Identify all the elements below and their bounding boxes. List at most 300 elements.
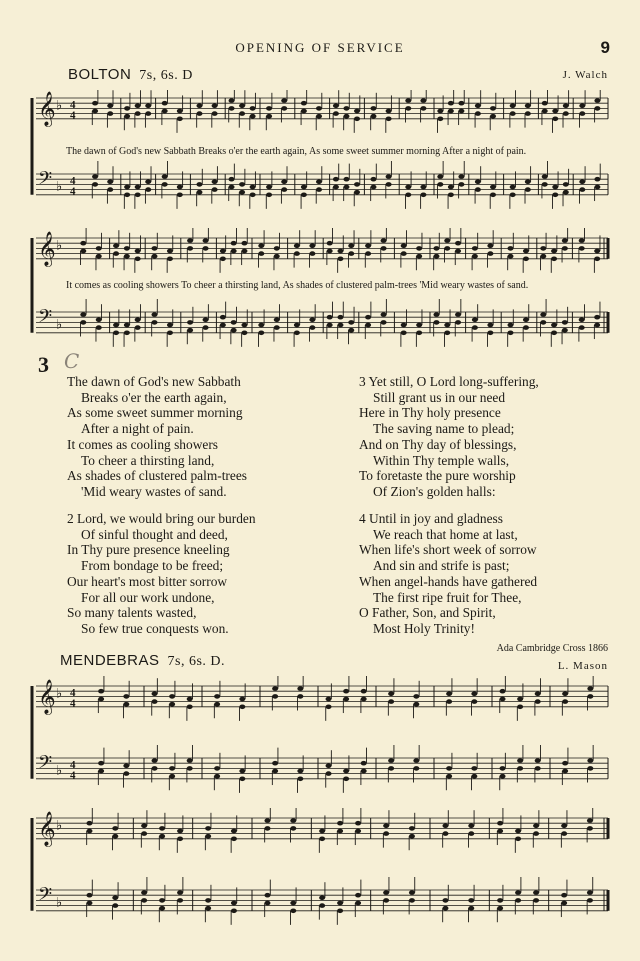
note-head bbox=[319, 903, 325, 908]
note-head bbox=[587, 826, 593, 831]
note-head bbox=[455, 320, 461, 325]
verse-3 bbox=[359, 374, 539, 500]
note-head bbox=[437, 182, 443, 187]
note-head bbox=[98, 761, 104, 766]
note-head bbox=[141, 898, 147, 903]
note-head bbox=[196, 182, 202, 187]
page-number: 9 bbox=[600, 38, 610, 57]
note-head bbox=[187, 320, 193, 325]
note-head bbox=[214, 702, 220, 707]
page-header bbox=[0, 38, 640, 62]
note-head bbox=[500, 774, 506, 779]
note-head bbox=[264, 826, 270, 831]
note-head bbox=[297, 686, 303, 691]
note-head bbox=[487, 251, 493, 256]
note-head bbox=[290, 901, 296, 906]
note-head bbox=[196, 111, 202, 116]
note-head bbox=[587, 686, 593, 691]
note-head bbox=[458, 182, 464, 187]
note-head bbox=[250, 185, 256, 190]
note-head bbox=[274, 318, 280, 323]
note-head bbox=[274, 246, 280, 251]
note-head bbox=[388, 692, 394, 697]
note-head bbox=[231, 249, 237, 254]
note-head bbox=[301, 185, 307, 190]
note-head bbox=[212, 180, 218, 185]
note-head bbox=[587, 766, 593, 771]
text-author: Ada Cambridge Cross 1866 bbox=[496, 643, 608, 654]
note-head bbox=[343, 697, 349, 702]
note-head bbox=[212, 187, 218, 192]
note-head bbox=[239, 769, 245, 774]
verse-line: When life's short week of sorrow bbox=[359, 542, 537, 558]
time-signature: 4 bbox=[70, 697, 76, 710]
note-head bbox=[167, 331, 173, 336]
note-head bbox=[381, 320, 387, 325]
note-head bbox=[444, 323, 450, 328]
note-head bbox=[535, 758, 541, 763]
note-head bbox=[579, 318, 585, 323]
note-head bbox=[220, 257, 226, 262]
note-head bbox=[326, 705, 332, 710]
note-head bbox=[587, 758, 593, 763]
note-head bbox=[169, 766, 175, 771]
note-head bbox=[187, 697, 193, 702]
note-head bbox=[515, 837, 521, 842]
note-head bbox=[167, 249, 173, 254]
verse-line: Our heart's most bitter sorrow bbox=[67, 573, 228, 589]
note-head bbox=[561, 901, 567, 906]
note-head bbox=[241, 249, 247, 254]
verse-line: And on Thy day of blessings, bbox=[359, 436, 517, 452]
note-head bbox=[370, 185, 376, 190]
note-head bbox=[294, 323, 300, 328]
note-head bbox=[401, 244, 407, 249]
note-head bbox=[355, 829, 361, 834]
verse-line: So few true conquests won. bbox=[81, 620, 229, 636]
note-head bbox=[96, 246, 102, 251]
note-head bbox=[151, 312, 157, 317]
treble-staff bbox=[36, 90, 608, 133]
note-head bbox=[294, 251, 300, 256]
note-head bbox=[388, 699, 394, 704]
note-head bbox=[365, 244, 371, 249]
note-head bbox=[145, 104, 151, 109]
note-head bbox=[552, 109, 558, 114]
note-head bbox=[413, 694, 419, 699]
note-head bbox=[319, 829, 325, 834]
note-head bbox=[343, 185, 349, 190]
note-head bbox=[229, 98, 235, 103]
note-head bbox=[264, 901, 270, 906]
note-head bbox=[497, 898, 503, 903]
note-head bbox=[458, 101, 464, 106]
pencil-mark: C bbox=[64, 349, 80, 373]
note-head bbox=[386, 117, 392, 122]
note-head bbox=[562, 246, 568, 251]
verse-line: To cheer a thirsting land, bbox=[81, 452, 215, 468]
note-head bbox=[203, 318, 209, 323]
note-head bbox=[409, 898, 415, 903]
note-head bbox=[561, 831, 567, 836]
note-head bbox=[135, 104, 141, 109]
flat-icon: ♭ bbox=[56, 317, 63, 333]
music-system-3 bbox=[0, 676, 640, 812]
note-head bbox=[258, 331, 264, 336]
note-head bbox=[490, 185, 496, 190]
note-head bbox=[113, 331, 119, 336]
note-head bbox=[152, 758, 158, 763]
note-head bbox=[517, 766, 523, 771]
note-head bbox=[151, 246, 157, 251]
bass-clef-icon: 𝄢 bbox=[38, 168, 53, 194]
verse-line: From bondage to be freed; bbox=[81, 558, 224, 574]
note-head bbox=[471, 692, 477, 697]
note-head bbox=[587, 818, 593, 823]
time-signature: 4 bbox=[70, 109, 76, 122]
note-head bbox=[272, 694, 278, 699]
tune-name: BOLTON 7s, 6s. D bbox=[68, 66, 193, 83]
note-head bbox=[177, 185, 183, 190]
note-head bbox=[542, 174, 548, 179]
note-head bbox=[266, 193, 272, 198]
verse-line: The first ripe fruit for Thee, bbox=[373, 589, 522, 605]
lyric-line-2: It comes as cooling showers To cheer a thirsting land, As shades of clustered palm-trees 'Mid weary wastes of sand. bbox=[66, 280, 529, 291]
note-head bbox=[196, 104, 202, 109]
note-head bbox=[416, 254, 422, 259]
treble-staff bbox=[36, 228, 608, 273]
note-head bbox=[348, 244, 354, 249]
verse-line: 'Mid weary wastes of sand. bbox=[81, 483, 227, 499]
note-head bbox=[444, 238, 450, 243]
note-head bbox=[365, 251, 371, 256]
note-head bbox=[381, 312, 387, 317]
note-head bbox=[563, 104, 569, 109]
note-head bbox=[433, 320, 439, 325]
tune-meter: 7s, 6s. D. bbox=[167, 654, 226, 669]
note-head bbox=[258, 323, 264, 328]
lyric-line-1: The dawn of God's new Sabbath Breaks o'er the earth again, As some sweet summer morning After a night of pain. bbox=[66, 146, 527, 157]
note-head bbox=[167, 257, 173, 262]
note-head bbox=[594, 98, 600, 103]
note-head bbox=[510, 185, 516, 190]
note-head bbox=[92, 182, 98, 187]
note-head bbox=[152, 766, 158, 771]
note-head bbox=[145, 111, 151, 116]
verse-line: Of Zion's golden halls: bbox=[373, 483, 496, 499]
note-head bbox=[487, 323, 493, 328]
note-head bbox=[177, 837, 183, 842]
note-head bbox=[540, 254, 546, 259]
note-head bbox=[343, 777, 349, 782]
note-head bbox=[141, 831, 147, 836]
note-head bbox=[337, 901, 343, 906]
note-head bbox=[124, 323, 130, 328]
note-head bbox=[515, 898, 521, 903]
note-head bbox=[442, 906, 448, 911]
note-head bbox=[205, 834, 211, 839]
note-head bbox=[266, 185, 272, 190]
note-head bbox=[471, 774, 477, 779]
note-head bbox=[290, 818, 296, 823]
note-head bbox=[515, 890, 521, 895]
bass-staff bbox=[36, 745, 608, 793]
note-head bbox=[241, 331, 247, 336]
note-head bbox=[337, 315, 343, 320]
note-head bbox=[444, 331, 450, 336]
note-head bbox=[80, 312, 86, 317]
note-head bbox=[510, 104, 516, 109]
note-head bbox=[239, 190, 245, 195]
note-head bbox=[472, 318, 478, 323]
note-head bbox=[355, 893, 361, 898]
note-head bbox=[563, 182, 569, 187]
note-head bbox=[383, 898, 389, 903]
note-head bbox=[355, 821, 361, 826]
note-head bbox=[354, 190, 360, 195]
note-head bbox=[107, 187, 113, 192]
note-head bbox=[301, 101, 307, 106]
note-head bbox=[386, 109, 392, 114]
note-head bbox=[113, 244, 119, 249]
note-head bbox=[214, 774, 220, 779]
note-head bbox=[401, 251, 407, 256]
note-head bbox=[177, 117, 183, 122]
note-head bbox=[319, 896, 325, 901]
note-head bbox=[145, 187, 151, 192]
note-head bbox=[523, 325, 529, 330]
verse-line: The saving name to plead; bbox=[373, 421, 515, 437]
note-head bbox=[455, 241, 461, 246]
note-head bbox=[333, 104, 339, 109]
note-head bbox=[507, 331, 513, 336]
note-head bbox=[162, 101, 168, 106]
note-head bbox=[386, 174, 392, 179]
note-head bbox=[433, 246, 439, 251]
note-head bbox=[475, 180, 481, 185]
time-signature: 4 bbox=[70, 758, 76, 771]
note-head bbox=[266, 106, 272, 111]
note-head bbox=[594, 323, 600, 328]
note-head bbox=[309, 318, 315, 323]
note-head bbox=[241, 241, 247, 246]
verse-line: Breaks o'er the earth again, bbox=[81, 389, 227, 405]
note-head bbox=[333, 177, 339, 182]
note-head bbox=[552, 117, 558, 122]
verse-line: And sin and strife is past; bbox=[373, 558, 510, 574]
note-head bbox=[316, 187, 322, 192]
note-head bbox=[159, 906, 165, 911]
note-head bbox=[250, 193, 256, 198]
note-head bbox=[420, 106, 426, 111]
verse-line: So many talents wasted, bbox=[67, 605, 197, 621]
note-head bbox=[562, 692, 568, 697]
note-head bbox=[475, 111, 481, 116]
note-head bbox=[490, 114, 496, 119]
bass-clef-icon: 𝄢 bbox=[38, 306, 53, 332]
note-head bbox=[203, 246, 209, 251]
note-head bbox=[517, 758, 523, 763]
note-head bbox=[490, 193, 496, 198]
note-head bbox=[507, 323, 513, 328]
note-head bbox=[455, 249, 461, 254]
verse-line: O Father, Son, and Spirit, bbox=[359, 605, 496, 621]
note-head bbox=[497, 906, 503, 911]
note-head bbox=[135, 185, 141, 190]
note-head bbox=[472, 325, 478, 330]
time-signature: 4 bbox=[70, 174, 76, 187]
note-head bbox=[455, 312, 461, 317]
note-head bbox=[525, 187, 531, 192]
note-head bbox=[413, 758, 419, 763]
note-head bbox=[212, 111, 218, 116]
note-head bbox=[159, 834, 165, 839]
note-head bbox=[187, 238, 193, 243]
note-head bbox=[96, 318, 102, 323]
note-head bbox=[337, 909, 343, 914]
time-signature: 4 bbox=[70, 98, 76, 111]
note-head bbox=[420, 193, 426, 198]
verse-line: Most Holy Trinity! bbox=[373, 620, 475, 636]
note-head bbox=[187, 246, 193, 251]
note-head bbox=[231, 241, 237, 246]
note-head bbox=[337, 821, 343, 826]
note-head bbox=[135, 257, 141, 262]
note-head bbox=[594, 249, 600, 254]
note-head bbox=[92, 109, 98, 114]
note-head bbox=[563, 111, 569, 116]
verse-line: To foretaste the pure worship bbox=[359, 468, 516, 484]
note-head bbox=[386, 182, 392, 187]
note-head bbox=[515, 829, 521, 834]
treble-clef-icon: 𝄞 bbox=[38, 679, 56, 715]
note-head bbox=[281, 187, 287, 192]
treble-clef-icon: 𝄞 bbox=[38, 231, 56, 267]
note-head bbox=[355, 901, 361, 906]
note-head bbox=[326, 764, 332, 769]
note-head bbox=[145, 180, 151, 185]
verse-1 bbox=[67, 374, 247, 500]
note-head bbox=[220, 249, 226, 254]
note-head bbox=[264, 818, 270, 823]
note-head bbox=[458, 109, 464, 114]
note-head bbox=[337, 323, 343, 328]
music-system-2 bbox=[0, 228, 640, 358]
note-head bbox=[587, 898, 593, 903]
verse-line: After a night of pain. bbox=[81, 421, 194, 437]
note-head bbox=[500, 697, 506, 702]
note-head bbox=[497, 829, 503, 834]
note-head bbox=[301, 109, 307, 114]
flat-icon: ♭ bbox=[56, 763, 63, 779]
verse-line: 3 Yet still, O Lord long-suffering, bbox=[359, 374, 539, 389]
note-head bbox=[86, 821, 92, 826]
verse-line: Within Thy temple walls, bbox=[373, 452, 510, 468]
note-head bbox=[361, 697, 367, 702]
note-head bbox=[510, 193, 516, 198]
note-head bbox=[203, 238, 209, 243]
note-head bbox=[124, 254, 130, 259]
note-head bbox=[229, 185, 235, 190]
note-head bbox=[579, 104, 585, 109]
note-head bbox=[112, 896, 118, 901]
note-head bbox=[162, 182, 168, 187]
note-head bbox=[542, 109, 548, 114]
note-head bbox=[231, 837, 237, 842]
note-head bbox=[405, 98, 411, 103]
note-head bbox=[196, 190, 202, 195]
note-head bbox=[561, 893, 567, 898]
note-head bbox=[561, 824, 567, 829]
note-head bbox=[507, 254, 513, 259]
note-head bbox=[229, 177, 235, 182]
note-head bbox=[475, 104, 481, 109]
note-head bbox=[205, 826, 211, 831]
note-head bbox=[281, 106, 287, 111]
note-head bbox=[540, 320, 546, 325]
note-head bbox=[383, 824, 389, 829]
note-head bbox=[446, 692, 452, 697]
note-head bbox=[272, 769, 278, 774]
note-head bbox=[535, 699, 541, 704]
time-signature: 4 bbox=[70, 185, 76, 198]
note-head bbox=[579, 180, 585, 185]
note-head bbox=[274, 254, 280, 259]
note-head bbox=[370, 177, 376, 182]
note-head bbox=[437, 117, 443, 122]
note-head bbox=[96, 325, 102, 330]
note-head bbox=[327, 241, 333, 246]
note-head bbox=[579, 238, 585, 243]
note-head bbox=[239, 777, 245, 782]
note-head bbox=[446, 699, 452, 704]
note-head bbox=[405, 106, 411, 111]
note-head bbox=[187, 705, 193, 710]
note-head bbox=[562, 769, 568, 774]
note-head bbox=[562, 238, 568, 243]
note-head bbox=[326, 771, 332, 776]
note-head bbox=[413, 702, 419, 707]
note-head bbox=[365, 323, 371, 328]
note-head bbox=[405, 193, 411, 198]
note-head bbox=[500, 689, 506, 694]
note-head bbox=[231, 909, 237, 914]
note-head bbox=[343, 689, 349, 694]
note-head bbox=[525, 111, 531, 116]
note-head bbox=[177, 109, 183, 114]
note-head bbox=[401, 323, 407, 328]
note-head bbox=[205, 898, 211, 903]
verse-line: As some sweet summer morning bbox=[67, 405, 243, 421]
note-head bbox=[348, 320, 354, 325]
note-head bbox=[337, 829, 343, 834]
note-head bbox=[533, 824, 539, 829]
note-head bbox=[151, 254, 157, 259]
note-head bbox=[333, 185, 339, 190]
note-head bbox=[124, 185, 130, 190]
bass-clef-icon: 𝄢 bbox=[38, 884, 53, 910]
note-head bbox=[297, 769, 303, 774]
flat-icon: ♭ bbox=[56, 686, 63, 702]
note-head bbox=[112, 834, 118, 839]
tune-name: MENDEBRAS 7s, 6s. D. bbox=[60, 652, 226, 669]
tune-heading-bolton bbox=[30, 66, 610, 84]
note-head bbox=[343, 769, 349, 774]
note-head bbox=[594, 177, 600, 182]
note-head bbox=[135, 318, 141, 323]
note-head bbox=[80, 320, 86, 325]
note-head bbox=[587, 890, 593, 895]
